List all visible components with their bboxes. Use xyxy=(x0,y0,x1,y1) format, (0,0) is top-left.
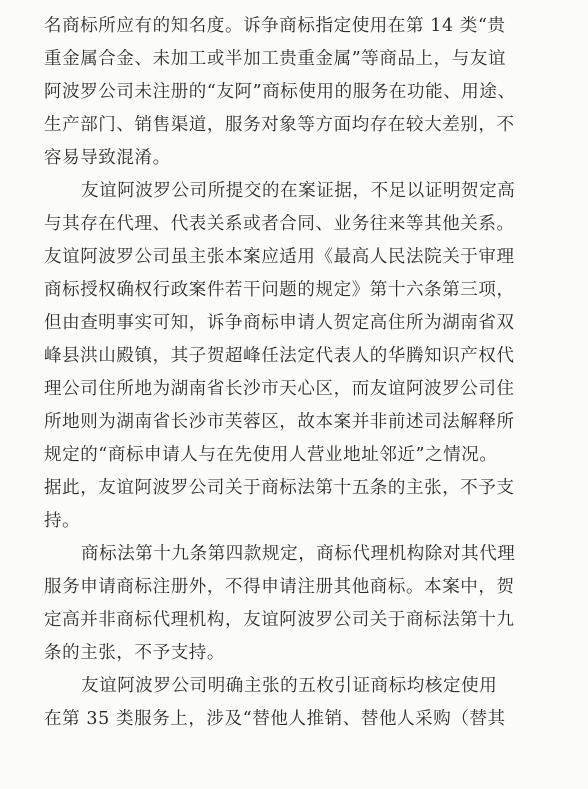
text-line: 理公司住所地为湖南省长沙市天心区，而友谊阿波罗公司住 xyxy=(44,379,515,399)
text-line: 定高并非商标代理机构，友谊阿波罗公司关于商标法第十九 xyxy=(44,610,515,630)
text-line: 据此，友谊阿波罗公司关于商标法第十五条的主张，不予支 xyxy=(44,478,515,498)
text-line: 在第 35 类服务上，涉及“替他人推销、替他人采购（替其 xyxy=(44,709,506,729)
text-line: 规定的“商标申请人与在先使用人营业地址邻近”之情况。 xyxy=(44,445,498,465)
text-line: 峰县洪山殿镇，其子贺超峰任法定代表人的华腾知识产权代 xyxy=(44,346,515,366)
text-line: 重金属合金、未加工或半加工贵重金属”等商品上，与友谊 xyxy=(44,49,507,69)
text-line: 友谊阿波罗公司虽主张本案应适用《最高人民法院关于审理 xyxy=(44,247,515,267)
paragraph-start-line: 商标法第十九条第四款规定，商标代理机构除对其代理 xyxy=(81,544,516,564)
text-line: 商标授权确权行政案件若干问题的规定》第十六条第三项， xyxy=(44,280,515,300)
text-line: 名商标所应有的知名度。诉争商标指定使用在第 14 类“贵 xyxy=(44,16,506,36)
document-body xyxy=(44,10,544,736)
text-line: 容易导致混淆。 xyxy=(44,148,171,168)
paragraph-start-line: 友谊阿波罗公司明确主张的五枚引证商标均核定使用 xyxy=(81,676,498,696)
text-line: 持。 xyxy=(44,511,81,531)
text-line: 条的主张，不予支持。 xyxy=(44,643,225,663)
text-line: 服务申请商标注册外，不得申请注册其他商标。本案中，贺 xyxy=(44,577,515,597)
paragraph-start-line: 友谊阿波罗公司所提交的在案证据，不足以证明贺定高 xyxy=(81,181,516,201)
text-line: 与其存在代理、代表关系或者合同、业务往来等其他关系。 xyxy=(44,214,515,234)
text-line: 生产部门、销售渠道，服务对象等方面均存在较大差别，不 xyxy=(44,115,515,135)
text-line: 但由查明事实可知，诉争商标申请人贺定高住所为湖南省双 xyxy=(44,313,515,333)
text-line: 所地则为湖南省长沙市芙蓉区，故本案并非前述司法解释所 xyxy=(44,412,515,432)
text-line: 阿波罗公司未注册的“友阿”商标使用的服务在功能、用途、 xyxy=(44,82,516,102)
